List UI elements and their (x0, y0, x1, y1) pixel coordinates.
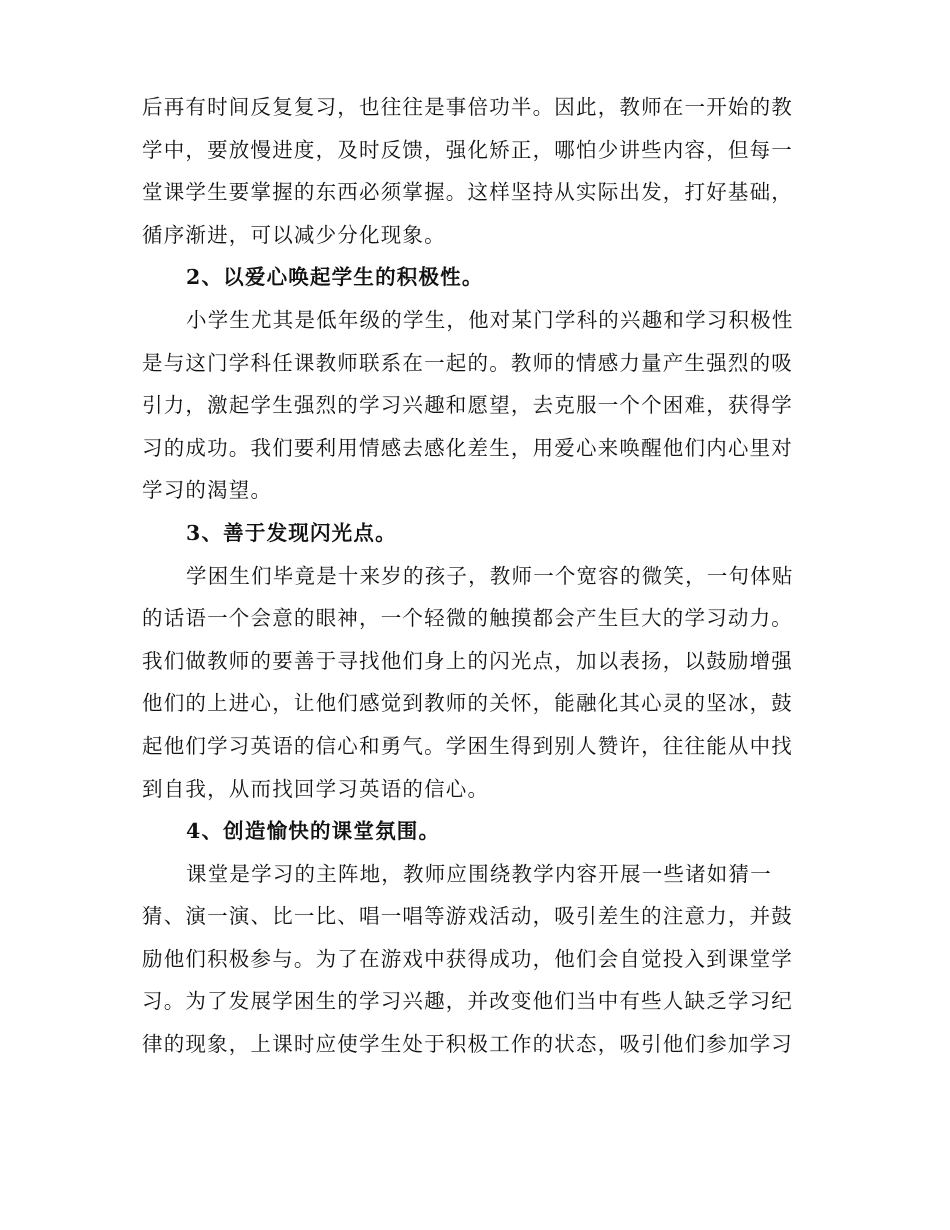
paragraph-line: 是与这门学科任课教师联系在一起的。教师的情感力量产生强烈的吸 (142, 350, 793, 375)
intro-paragraph (142, 86, 798, 256)
paragraph-line: 学困生们毕竟是十来岁的孩子，教师一个宽容的微笑，一句体贴 (186, 563, 794, 588)
paragraph-line: 习。为了发展学困生的学习兴趣，并改变他们当中有些人缺乏学习纪 (142, 989, 793, 1014)
document-body (142, 86, 798, 1066)
paragraph-line: 他们的上进心，让他们感觉到教师的关怀，能融化其心灵的坚冰，鼓 (142, 691, 793, 716)
paragraph-line: 习的成功。我们要利用情感去感化差生，用爱心来唤醒他们内心里对 (142, 435, 793, 460)
paragraph-line: 引力，激起学生强烈的学习兴趣和愿望，去克服一个个困难，获得学 (142, 393, 793, 418)
section-heading: 3、善于发现闪光点。 (186, 520, 397, 545)
paragraph-line: 堂课学生要掌握的东西必须掌握。这样坚持从实际出发，打好基础， (142, 180, 793, 205)
paragraph-line: 我们做教师的要善于寻找他们身上的闪光点，加以表扬，以鼓励增强 (142, 648, 793, 673)
section-bright-spots (142, 512, 798, 810)
paragraph-line: 课堂是学习的主阵地，教师应围绕教学内容开展一些诸如猜一 (186, 861, 772, 886)
paragraph-line: 猜、演一演、比一比、唱一唱等游戏活动，吸引差生的注意力，并鼓 (142, 904, 793, 929)
paragraph-line: 律的现象，上课时应使学生处于积极工作的状态，吸引他们参加学习 (142, 1032, 793, 1057)
paragraph-line: 小学生尤其是低年级的学生，他对某门学科的兴趣和学习积极性 (186, 307, 794, 332)
paragraph-line: 起他们学习英语的信心和勇气。学困生得到别人赞许，往往能从中找 (142, 733, 793, 758)
section-heading: 4、创造愉快的课堂氛围。 (186, 819, 441, 844)
section-classroom-atmosphere (142, 810, 798, 1066)
paragraph-line: 的话语一个会意的眼神，一个轻微的触摸都会产生巨大的学习动力。 (142, 606, 793, 631)
section-heading: 2、以爱心唤起学生的积极性。 (186, 265, 484, 290)
paragraph-line: 循序渐进，可以减少分化现象。 (142, 222, 446, 247)
paragraph-line: 到自我，从而找回学习英语的信心。 (142, 776, 490, 801)
paragraph-line: 学中，要放慢进度，及时反馈，强化矫正，哪怕少讲些内容，但每一 (142, 137, 793, 162)
paragraph-line: 学习的渴望。 (142, 478, 273, 503)
section-love (142, 256, 798, 512)
paragraph-line: 后再有时间反复复习，也往往是事倍功半。因此，教师在一开始的教 (142, 95, 793, 119)
paragraph-line: 励他们积极参与。为了在游戏中获得成功，他们会自觉投入到课堂学 (142, 946, 793, 971)
